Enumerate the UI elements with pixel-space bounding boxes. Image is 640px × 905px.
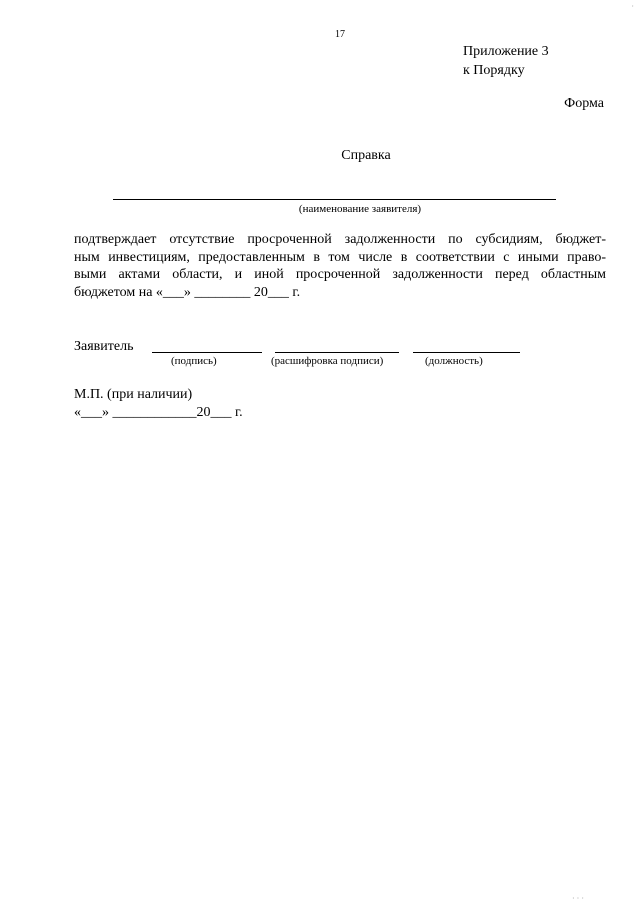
body-line: выми актами области, и иной просроченной задолженности перед областным [74, 267, 606, 282]
body-line: бюджетом на «___» ________ 20___ г. [74, 284, 301, 300]
signature-line [152, 352, 262, 353]
signature-transcript-caption: (расшифровка подписи) [271, 355, 384, 367]
certificate-body-text [74, 231, 606, 301]
scan-mark: · [631, 2, 634, 11]
signature-caption: (подпись) [171, 355, 217, 367]
page-number: 17 [335, 29, 345, 40]
scan-mark: · · · [572, 894, 584, 903]
body-line: подтверждает отсутствие просроченной задолженности по субсидиям, бюджет- [74, 232, 606, 247]
applicant-label: Заявитель [74, 339, 134, 354]
applicant-name-caption: (наименование заявителя) [298, 203, 422, 215]
date-line: «___» ____________20___ г. [74, 405, 243, 420]
stamp-note: М.П. (при наличии) [74, 387, 193, 402]
appendix-line-1: Приложение 3 [463, 44, 549, 59]
position-line [413, 352, 520, 353]
appendix-line-2: к Порядку [463, 63, 525, 78]
signature-transcript-line [275, 352, 399, 353]
form-label: Форма [564, 96, 604, 111]
body-line: ным инвестициям, предоставленным в том числе в соответствии с иными право- [74, 249, 606, 265]
position-caption: (должность) [425, 355, 483, 367]
document-title: Справка [341, 148, 391, 163]
appendix-reference [463, 42, 549, 80]
applicant-name-line [113, 199, 556, 200]
